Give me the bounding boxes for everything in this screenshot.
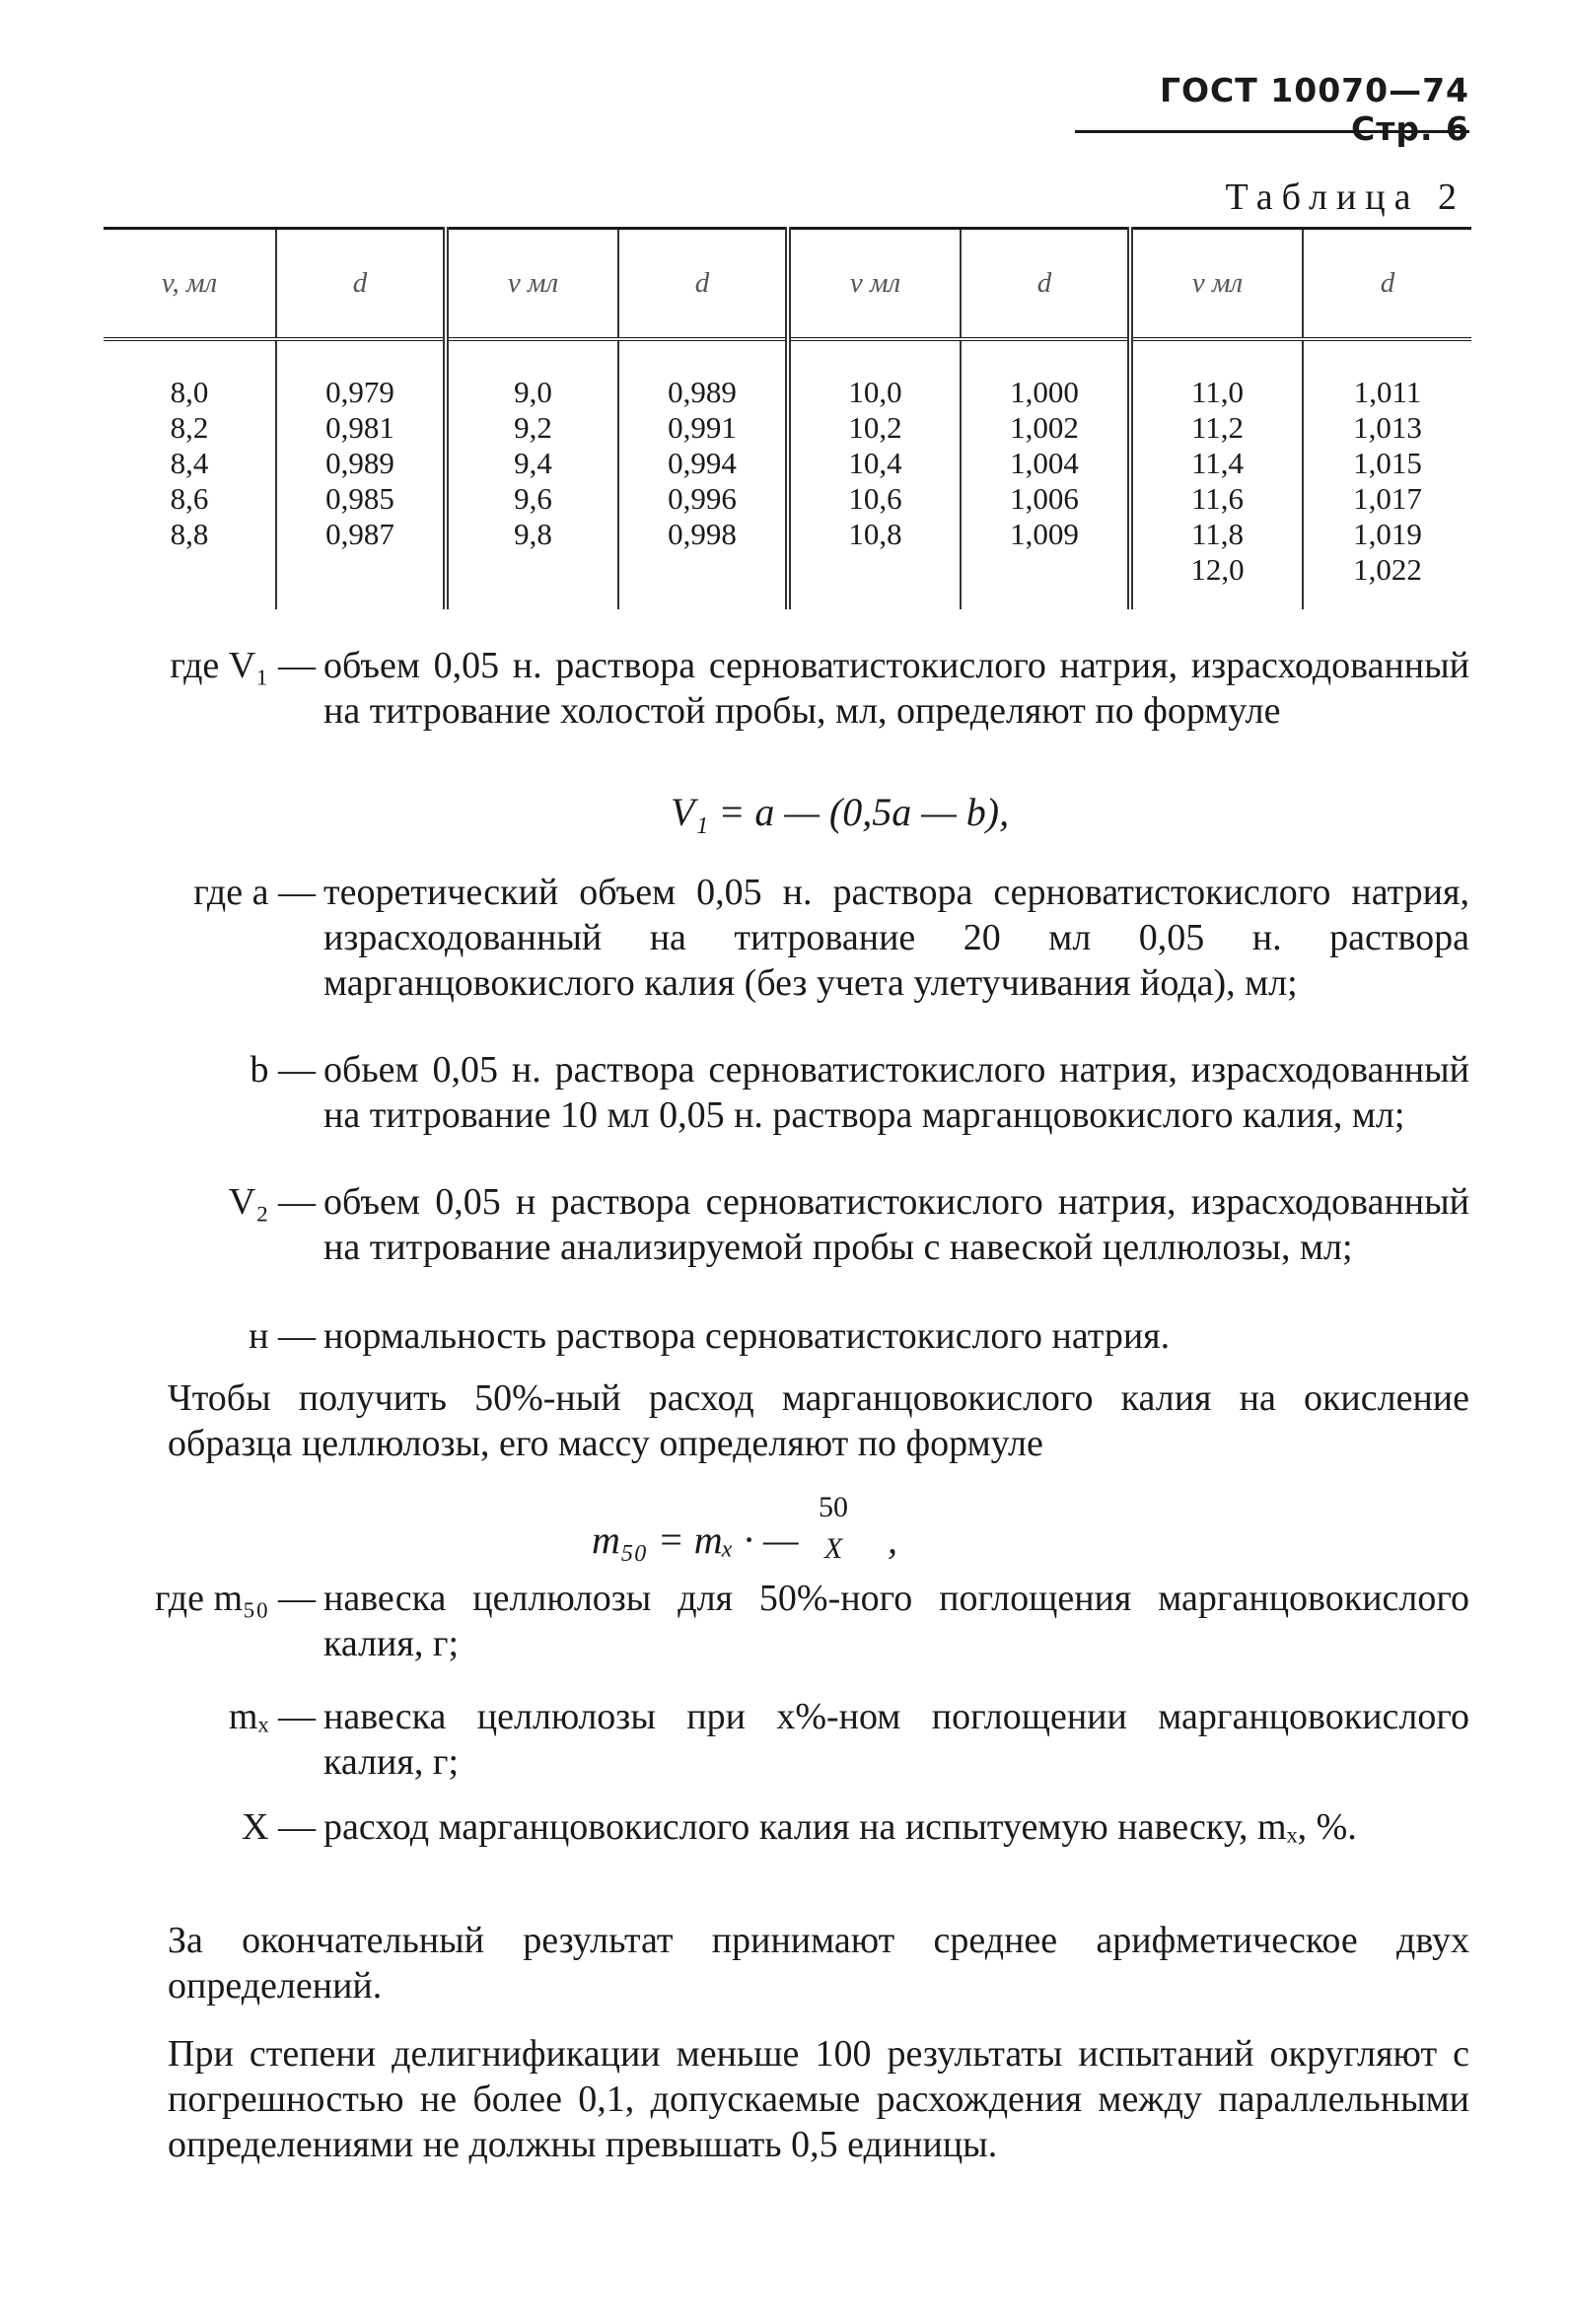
table-cell — [276, 552, 446, 609]
formula-numerator: 50 — [819, 1491, 848, 1523]
paragraph: Чтобы получить 50%-ный расход марганцовокислого калия на окисление образца целлюлозы, его массу определяют по формуле — [168, 1377, 1469, 1464]
paragraph: При степени делигнификации меньше 100 результаты испытаний округляют с погрешностью не более 0,1, допускаемые расхождения между параллельными определениями не должны превышать 0,5 единицы. — [168, 2033, 1469, 2165]
col-header: v мл — [1130, 229, 1303, 339]
table-row — [104, 517, 1471, 552]
col-header: d — [1303, 229, 1471, 339]
table-cell: 1,015 — [1303, 446, 1471, 481]
table-cell: 1,002 — [961, 410, 1130, 446]
formula-tail: , — [888, 1517, 897, 1562]
table-row — [104, 446, 1471, 481]
table-cell: 0,991 — [618, 410, 788, 446]
table-row — [104, 481, 1471, 517]
table-cell: 0,998 — [618, 517, 788, 552]
table-cell: 1,013 — [1303, 410, 1471, 446]
col-header: v мл — [446, 229, 618, 339]
definition-label: где a — — [193, 872, 316, 913]
table-cell: 0,989 — [276, 446, 446, 481]
definition-label: где V₁ — — [170, 645, 316, 686]
table-cell: 8,6 — [170, 480, 209, 516]
table-cell: 11,0 — [1130, 339, 1303, 410]
table-cell — [961, 552, 1130, 609]
definition-text: нормальность раствора серноватистокислого натрия. — [323, 1315, 1171, 1357]
table-cell: 10,4 — [788, 446, 961, 481]
definition-label: mₓ — — [228, 1696, 316, 1737]
table-cell: 0,987 — [276, 517, 446, 552]
table-cell — [788, 552, 961, 609]
table-cell: 0,981 — [276, 410, 446, 446]
table-cell — [104, 552, 276, 609]
definition-label: н — — [249, 1315, 316, 1357]
definition-text: расход марганцовокислого калия на испытуемую навеску, mₓ, %. — [323, 1806, 1357, 1848]
definition-label: b — — [250, 1049, 316, 1091]
table-row — [104, 552, 1471, 609]
table-cell — [618, 552, 788, 609]
table-cell — [446, 552, 618, 609]
table-cell: 1,022 — [1303, 552, 1471, 609]
col-header: v мл — [788, 229, 961, 339]
col-header: d — [618, 229, 788, 339]
table-cell: 1,006 — [961, 481, 1130, 517]
table-cell: 11,8 — [1130, 517, 1303, 552]
table-cell: 10,2 — [788, 410, 961, 446]
definition-text: навеска целлюлозы для 50%-ного поглощения марганцовокислого калия, г; — [323, 1578, 1469, 1664]
paragraph: За окончательный результат принимают среднее арифметическое двух определений. — [168, 1920, 1469, 2007]
table-cell: 0,996 — [618, 481, 788, 517]
table-cell: 8,0 — [170, 374, 209, 409]
table-cell: 9,4 — [446, 446, 618, 481]
table-cell: 1,004 — [961, 446, 1130, 481]
table-header-row — [104, 229, 1471, 339]
definition-text: теоретический объем 0,05 н. раствора серноватистокислого натрия, израсходованный на титрование 20 мл 0,05 н. раствора марганцовокислого калия (без учета улетучивания йода), мл; — [323, 872, 1469, 1004]
table-cell: 8,8 — [170, 516, 209, 551]
table-cell: 9,0 — [446, 339, 618, 410]
definition-text: навеска целлюлозы при x%-ном поглощении марганцовокислого калия, г; — [323, 1696, 1469, 1783]
table-cell: 1,011 — [1303, 339, 1471, 410]
table-cell: 1,017 — [1303, 481, 1471, 517]
table-cell: 9,2 — [446, 410, 618, 446]
table-cell: 12,0 — [1130, 552, 1303, 609]
table-cell: 1,009 — [961, 517, 1130, 552]
formula-v1: V₁ = a — (0,5a — b), — [671, 790, 1010, 834]
table-cell: 0,989 — [618, 339, 788, 410]
table-cell: 9,6 — [446, 481, 618, 517]
definition-text: обьем 0,05 н. раствора серноватистокислого натрия, израсходованный на титрование 10 мл 0,05 н. раствора марганцовокислого калия, мл; — [323, 1049, 1469, 1136]
table-cell: 8,4 — [170, 445, 209, 480]
col-header: v, мл — [104, 229, 276, 339]
definition-label: V₂ — — [228, 1181, 316, 1223]
table-cell: 9,8 — [446, 517, 618, 552]
formula-denominator: X — [824, 1532, 843, 1565]
definition-label: X — — [242, 1806, 316, 1848]
table-cell: 10,0 — [788, 339, 961, 410]
page-header: ГОСТ 10070—74 Стр. 6 — [1075, 71, 1469, 133]
table-cell: 10,8 — [788, 517, 961, 552]
table-cell: 8,2 — [170, 409, 209, 445]
col-header: d — [961, 229, 1130, 339]
table-cell: 11,4 — [1130, 446, 1303, 481]
table-cell: 0,985 — [276, 481, 446, 517]
data-table — [104, 227, 1471, 609]
col-header: d — [276, 229, 446, 339]
table-cell: 11,6 — [1130, 481, 1303, 517]
table-cell: 11,2 — [1130, 410, 1303, 446]
formula-lhs: m₅₀ = mₓ · — — [592, 1517, 799, 1562]
table-row — [104, 339, 1471, 410]
table-cell: 0,979 — [276, 339, 446, 410]
table-cell: 1,019 — [1303, 517, 1471, 552]
definition-text: объем 0,05 н. раствора серноватистокислого натрия, израсходованный на титрование холостой пробы, мл, определяют по формуле — [323, 645, 1469, 732]
table-row — [104, 410, 1471, 446]
table-cell: 0,994 — [618, 446, 788, 481]
table-cell: 10,6 — [788, 481, 961, 517]
table-caption: Таблица 2 — [1225, 176, 1465, 218]
definition-label: где m₅₀ — — [155, 1578, 316, 1619]
definition-text: объем 0,05 н раствора серноватистокислого натрия, израсходованный на титрование анализируемой пробы с навеской целлюлозы, мл; — [323, 1181, 1469, 1268]
table-cell: 1,000 — [961, 339, 1130, 410]
